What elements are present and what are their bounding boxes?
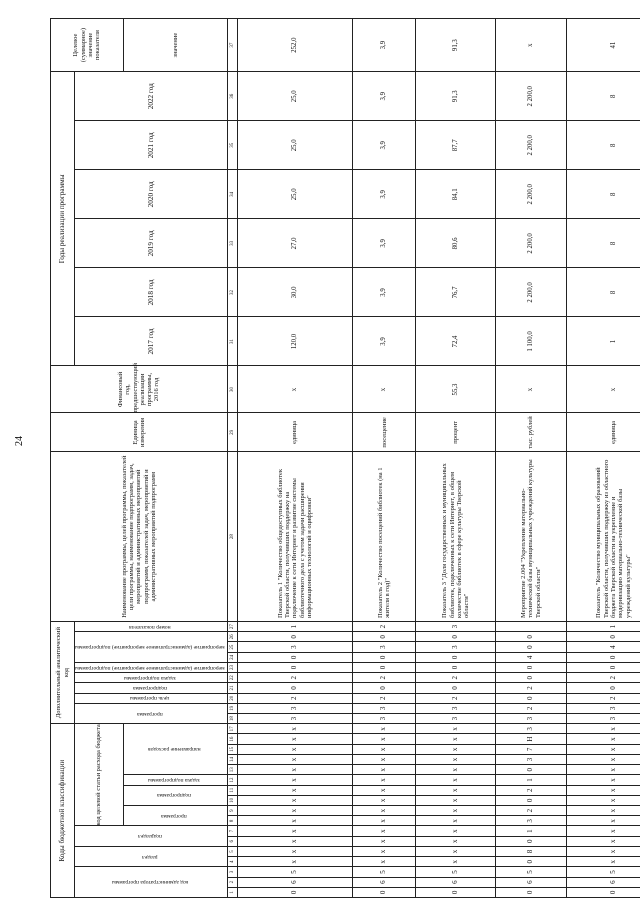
year-value-cell: 2 200,0 (496, 170, 566, 219)
code-digit-cell: х (416, 785, 496, 795)
code-digit-cell: х (416, 826, 496, 836)
code-digit-cell: х (416, 744, 496, 754)
codes-group-header: Коды бюджетной классификации (51, 724, 75, 898)
base-year-value-cell: х (237, 366, 352, 413)
column-number-row (227, 19, 237, 898)
col-number: 17 (227, 724, 237, 734)
year-value-cell: 25,0 (237, 72, 352, 121)
code-digit-cell: 0 (496, 857, 566, 867)
code-digit-cell: 1 (566, 621, 640, 631)
code-digit-cell: х (353, 826, 416, 836)
unit-cell: тыс. рублей (496, 413, 566, 452)
unit-column-header: Единица измерения (51, 413, 228, 452)
code-digit-cell: 2 (237, 673, 352, 683)
code-digit-cell: 0 (353, 887, 416, 897)
code-digit-cell: х (566, 754, 640, 764)
code-digit-cell: 0 (353, 683, 416, 693)
year-value-cell: 72,4 (416, 317, 496, 366)
year-value-cell: 25,0 (237, 170, 352, 219)
analytic-subprogram-header: подпрограмма (132, 685, 167, 692)
code-digit-cell: 2 (416, 693, 496, 703)
unit-cell: процент (416, 413, 496, 452)
code-digit-cell: 0 (237, 683, 352, 693)
code-digit-cell: 0 (353, 652, 416, 662)
code-digit-cell: х (353, 816, 416, 826)
code-digit-cell: х (566, 744, 640, 754)
code-digit-cell: 0 (496, 795, 566, 805)
year-value-cell: 27,0 (237, 219, 352, 268)
code-digit-cell: 7 (496, 744, 566, 754)
year-2020-header: 2020 год (75, 170, 228, 219)
col-number: 26 (227, 632, 237, 642)
code-digit-cell: х (416, 724, 496, 734)
code-digit-cell: 0 (566, 632, 640, 642)
year-value-cell: 87,7 (416, 121, 496, 170)
table-row (237, 19, 352, 898)
code-digit-cell: 3 (353, 642, 416, 652)
code-digit-cell: х (237, 775, 352, 785)
code-digit-cell: 0 (496, 693, 566, 703)
code-digit-cell: 6 (496, 877, 566, 887)
col-number: 6 (227, 836, 237, 846)
col-number: 20 (227, 693, 237, 703)
col-number: 9 (227, 806, 237, 816)
code-digit-cell: х (416, 754, 496, 764)
code-digit-cell: 0 (566, 652, 640, 662)
table-row (496, 19, 566, 898)
analytic-group-header: Дополнительный аналитический код (51, 621, 75, 723)
code-digit-cell: х (566, 816, 640, 826)
code-digit-cell: х (353, 765, 416, 775)
col-number: 33 (227, 219, 237, 268)
code-digit-cell: 3 (496, 754, 566, 764)
year-value-cell: 8 (566, 170, 640, 219)
target-value-cell: 91,3 (416, 19, 496, 72)
target-value-subheader: значение (123, 19, 227, 72)
code-digit-cell: 3 (416, 703, 496, 713)
analytic-goal-header: цель программы (130, 695, 170, 702)
analytic-event-code-header: мероприятие (административное мероприятие) подпрограммы (75, 644, 225, 651)
col-number: 18 (227, 714, 237, 724)
col-number: 7 (227, 826, 237, 836)
rotated-table-sheet (50, 18, 630, 898)
year-2021-header: 2021 год (75, 121, 228, 170)
code-digit-cell: 0 (416, 632, 496, 642)
col-number: 27 (227, 621, 237, 631)
year-value-cell: 3,9 (353, 72, 416, 121)
col-number: 35 (227, 121, 237, 170)
col-number: 21 (227, 683, 237, 693)
col-number: 36 (227, 72, 237, 121)
target-value-cell: х (496, 19, 566, 72)
code-digit-cell: 3 (416, 621, 496, 631)
code-digit-cell: х (353, 857, 416, 867)
year-value-cell: 2 200,0 (496, 268, 566, 317)
indicators-table (50, 18, 640, 898)
indicator-number-header: номер показателя (128, 623, 171, 630)
code-digit-cell: х (237, 765, 352, 775)
year-value-cell: 8 (566, 72, 640, 121)
code-digit-cell: х (353, 846, 416, 856)
col-number: 29 (227, 413, 237, 452)
col-number: 11 (227, 785, 237, 795)
col-number: 15 (227, 744, 237, 754)
code-digit-cell: 0 (496, 642, 566, 652)
col-number: 12 (227, 775, 237, 785)
code-digit-cell: 0 (496, 887, 566, 897)
code-digit-cell: х (566, 724, 640, 734)
code-digit-cell: х (237, 826, 352, 836)
base-year-value-cell: 55,3 (416, 366, 496, 413)
name-column-header: Наименование программы, целей программы, показателей цели программы, наименование подпрограмм, задач, мероприятий и административных мероприятий подпрограмм, показателей задач, мероприятий и административных мероприятий подпрограмм (51, 452, 228, 622)
code-digit-cell: 5 (496, 867, 566, 877)
code-digit-cell: х (237, 744, 352, 754)
code-digit-cell: 2 (496, 683, 566, 693)
analytic-task-header: задача подпрограммы (123, 674, 176, 681)
code-digit-cell: х (566, 826, 640, 836)
code-digit-cell: х (566, 806, 640, 816)
code-digit-cell: 3 (566, 714, 640, 724)
col-number: 16 (227, 734, 237, 744)
code-digit-cell: х (416, 765, 496, 775)
code-digit-cell: х (353, 744, 416, 754)
code-digit-cell: 2 (566, 693, 640, 703)
table-row (353, 19, 416, 898)
task-header: задача подпрограммы (148, 777, 201, 784)
col-number: 34 (227, 170, 237, 219)
year-value-cell: 91,3 (416, 72, 496, 121)
col-number: 24 (227, 652, 237, 662)
name-cell: Показатель 3 "Доля государственных и муниципальных библиотек, подключенных к сети Интернет, в общем количестве библиотек в сфере культуры Тверской области" (416, 452, 496, 622)
year-2018-header: 2018 год (75, 268, 228, 317)
year-value-cell: 2 200,0 (496, 72, 566, 121)
table-row (566, 19, 640, 898)
unit-cell: единица (566, 413, 640, 452)
code-digit-cell: 2 (566, 673, 640, 683)
code-digit-cell: х (416, 846, 496, 856)
code-digit-cell: х (237, 816, 352, 826)
code-digit-cell: 4 (566, 642, 640, 652)
code-digit-cell: х (353, 724, 416, 734)
col-number: 31 (227, 317, 237, 366)
year-value-cell: 25,0 (237, 121, 352, 170)
code-digit-cell: 3 (416, 714, 496, 724)
code-digit-cell: 2 (353, 673, 416, 683)
subprogram-header: подпрограмма (157, 792, 192, 799)
target-value-cell: 3,9 (353, 19, 416, 72)
name-cell: Показатель 1 "Количество общедоступных библиотек Тверской области, получивших поддержку на подключение к сети Интернет и развитие системы библиотечного дела с учетом задачи расширения информационных технологий и оцифровки" (237, 452, 352, 622)
base-year-value-cell: х (496, 366, 566, 413)
code-digit-cell: х (566, 857, 640, 867)
code-digit-cell: х (566, 775, 640, 785)
code-digit-cell: х (566, 785, 640, 795)
code-digit-cell: 8 (496, 846, 566, 856)
target-value-cell: 41 (566, 19, 640, 72)
year-2019-header: 2019 год (75, 219, 228, 268)
code-digit-cell: х (237, 857, 352, 867)
name-cell: Мероприятие 2.004 "Укрепление материально-технической базы муниципальных учреждений культуры Тверской области" (496, 452, 566, 622)
code-digit-cell: х (416, 857, 496, 867)
year-value-cell: 80,6 (416, 219, 496, 268)
year-2022-header: 2022 год (75, 72, 228, 121)
base-year-value-cell: х (353, 366, 416, 413)
name-cell: Показатель 2 "Количество посещений библиотек (на 1 жителя в год)" (353, 452, 416, 622)
year-value-cell: 84,1 (416, 170, 496, 219)
code-digit-cell: 3 (496, 724, 566, 734)
code-digit-cell: 3 (353, 714, 416, 724)
unit-cell: единица (237, 413, 352, 452)
year-value-cell: 8 (566, 219, 640, 268)
col-number: 19 (227, 703, 237, 713)
code-digit-cell: 0 (237, 662, 352, 672)
code-digit-cell: х (566, 734, 640, 744)
code-digit-cell: 5 (566, 867, 640, 877)
year-value-cell: 1 100,0 (496, 317, 566, 366)
year-value-cell: 76,7 (416, 268, 496, 317)
year-value-cell: 3,9 (353, 170, 416, 219)
code-digit-cell: х (353, 754, 416, 764)
code-digit-cell: 6 (566, 877, 640, 887)
col-number: 28 (227, 452, 237, 622)
year-value-cell: 8 (566, 121, 640, 170)
code-digit-cell: 0 (496, 836, 566, 846)
code-digit-cell: х (416, 775, 496, 785)
year-value-cell: 1 (566, 317, 640, 366)
col-number: 32 (227, 268, 237, 317)
col-number: 30 (227, 366, 237, 413)
code-digit-cell: 0 (416, 683, 496, 693)
base-year-value-cell: х (566, 366, 640, 413)
target-column-header: Целевое (суммарное) значение показателя (51, 19, 124, 72)
col-number: 1 (227, 887, 237, 897)
code-digit-cell: 0 (353, 662, 416, 672)
analytic-program-header: программа (136, 710, 163, 717)
col-number: 8 (227, 816, 237, 826)
code-digit-cell: 0 (566, 683, 640, 693)
code-digit-cell: 2 (353, 621, 416, 631)
target-value-cell: 252,0 (237, 19, 352, 72)
code-digit-cell: 3 (353, 703, 416, 713)
col-number: 22 (227, 673, 237, 683)
code-digit-cell: 0 (496, 662, 566, 672)
year-2017-header: 2017 год (75, 317, 228, 366)
code-digit-cell: х (237, 734, 352, 744)
col-number: 10 (227, 795, 237, 805)
code-digit-cell: х (237, 836, 352, 846)
col-number: 13 (227, 765, 237, 775)
code-digit-cell: х (416, 836, 496, 846)
col-number: 14 (227, 754, 237, 764)
code-digit-cell: 1 (496, 775, 566, 785)
code-digit-cell: 1 (237, 621, 352, 631)
code-digit-cell: 3 (496, 714, 566, 724)
code-digit-cell: 2 (496, 785, 566, 795)
code-digit-cell: х (353, 836, 416, 846)
code-digit-cell: 0 (496, 632, 566, 642)
code-digit-cell: 2 (496, 806, 566, 816)
code-digit-cell: 0 (496, 765, 566, 775)
col-number: 25 (227, 642, 237, 652)
col-number: 23 (227, 662, 237, 672)
code-digit-cell: х (353, 734, 416, 744)
code-digit-cell: 2 (416, 673, 496, 683)
code-digit-cell: х (566, 836, 640, 846)
code-digit-cell: 6 (237, 877, 352, 887)
code-digit-cell: Н (496, 734, 566, 744)
col-number: 3 (227, 867, 237, 877)
code-digit-cell: 0 (237, 652, 352, 662)
code-digit-cell: х (416, 816, 496, 826)
year-value-cell: 3,9 (353, 121, 416, 170)
year-value-cell: 2 200,0 (496, 219, 566, 268)
code-digit-cell: 3 (237, 703, 352, 713)
col-number: 5 (227, 846, 237, 856)
code-digit-cell: 0 (416, 887, 496, 897)
code-digit-cell: х (566, 765, 640, 775)
code-digit-cell: х (353, 806, 416, 816)
code-digit-cell: х (416, 806, 496, 816)
code-digit-cell: х (353, 795, 416, 805)
code-digit-cell (496, 621, 566, 631)
razdel-header: раздел (142, 853, 158, 860)
code-digit-cell: х (237, 724, 352, 734)
code-digit-cell: 5 (237, 867, 352, 877)
kcsr-group-header: код целевой статьи расхода бюджета (75, 724, 124, 826)
year-value-cell: 3,9 (353, 317, 416, 366)
code-digit-cell: х (353, 785, 416, 795)
table-row (416, 19, 496, 898)
page-number: 24 (14, 436, 25, 446)
data-rows (237, 19, 640, 898)
code-digit-cell: 5 (353, 867, 416, 877)
code-digit-cell: 0 (353, 632, 416, 642)
name-cell: Показатель "Количество муниципальных образований Тверской области, получивших поддержку из областного бюджета Тверской области на укрепление и модернизацию материально-технической базы учреждений культуры" (566, 452, 640, 622)
code-digit-cell: 0 (237, 632, 352, 642)
analytic-event-header: мероприятие (административное мероприятие) подпрограммы (75, 664, 225, 671)
code-digit-cell: х (566, 846, 640, 856)
unit-cell: посещение (353, 413, 416, 452)
code-digit-cell: 3 (566, 703, 640, 713)
code-digit-cell: 0 (416, 652, 496, 662)
code-digit-cell: 2 (353, 693, 416, 703)
code-digit-cell: х (237, 806, 352, 816)
code-digit-cell: 5 (416, 867, 496, 877)
code-digit-cell: 1 (496, 826, 566, 836)
code-digit-cell: х (237, 754, 352, 764)
year-value-cell: 3,9 (353, 219, 416, 268)
code-digit-cell: 4 (496, 652, 566, 662)
year-value-cell: 2 200,0 (496, 121, 566, 170)
code-digit-cell: 0 (237, 887, 352, 897)
code-digit-cell: 0 (416, 662, 496, 672)
code-digit-cell: 0 (566, 662, 640, 672)
code-digit-cell: х (237, 795, 352, 805)
code-digit-cell: х (353, 775, 416, 785)
year-value-cell: 8 (566, 268, 640, 317)
code-digit-cell: х (237, 846, 352, 856)
code-digit-cell: х (237, 785, 352, 795)
podrazdel-header: подраздел (137, 833, 162, 840)
code-digit-cell: 3 (237, 714, 352, 724)
code-digit-cell: 6 (416, 877, 496, 887)
code-digit-cell: 2 (496, 703, 566, 713)
base-year-column-header: Финансовый год, предшествующий реализации программы, 2016 год (51, 366, 228, 413)
code-digit-cell: 0 (496, 673, 566, 683)
code-digit-cell: 3 (496, 816, 566, 826)
code-digit-cell: 6 (353, 877, 416, 887)
code-digit-cell: х (416, 795, 496, 805)
code-digit-cell: 2 (237, 693, 352, 703)
program-header: программа (161, 812, 188, 819)
code-digit-cell: 0 (566, 887, 640, 897)
years-group-header: Годы реализации программы (51, 72, 75, 366)
code-digit-cell: х (416, 734, 496, 744)
year-value-cell: 3,9 (353, 268, 416, 317)
col-number: 37 (227, 19, 237, 72)
code-digit-cell: х (566, 795, 640, 805)
year-value-cell: 120,0 (237, 317, 352, 366)
col-number: 4 (227, 857, 237, 867)
admin-code-header: код администратора программы (111, 879, 188, 886)
year-value-cell: 30,0 (237, 268, 352, 317)
code-digit-cell: 3 (416, 642, 496, 652)
col-number: 2 (227, 877, 237, 887)
code-digit-cell: 3 (237, 642, 352, 652)
direction-header: направление расходов (147, 746, 201, 753)
